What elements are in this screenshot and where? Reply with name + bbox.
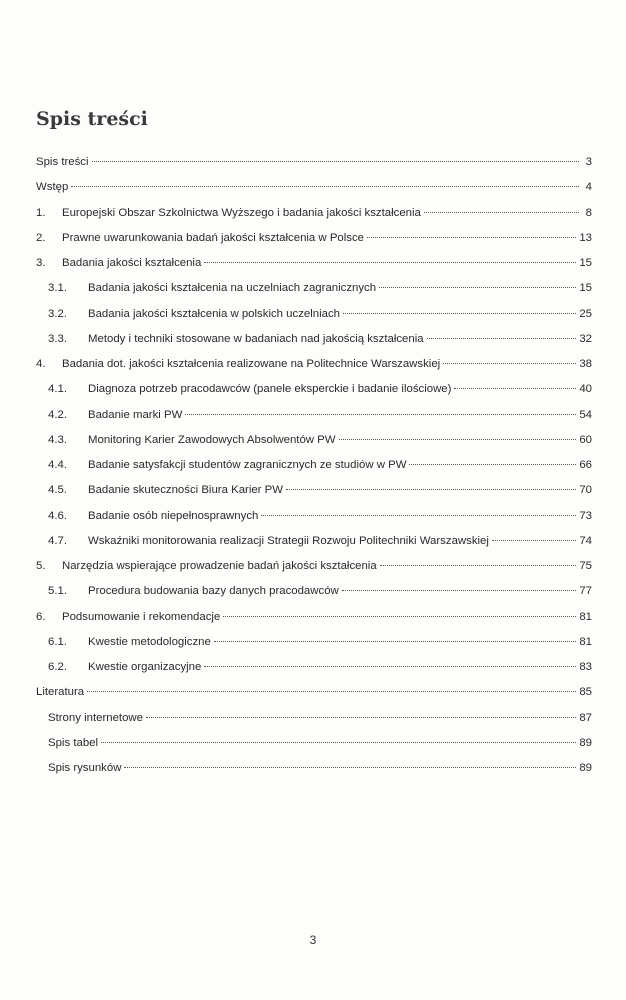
dot-leader (261, 515, 576, 516)
toc-entry-page: 89 (579, 762, 592, 774)
toc-entry-page: 4 (585, 181, 592, 194)
toc-entry-number: 4.7. (48, 534, 67, 547)
toc-entry-title: Metody i techniki stosowane w badaniach nad jakością kształcenia (88, 332, 424, 345)
dot-leader (380, 565, 577, 566)
dot-leader (101, 742, 576, 743)
toc-entry[interactable] (36, 383, 592, 408)
toc-entry-title: Kwestie organizacyjne (88, 661, 202, 673)
toc-entry-title: Podsumowanie i rekomendacje (62, 610, 221, 623)
toc-entry-page: 83 (579, 661, 592, 673)
toc-entry-title: Narzędzia wspierające prowadzenie badań jakości kształcenia (62, 560, 377, 572)
dot-leader (367, 237, 576, 238)
toc-entry-title: Spis treści (36, 156, 89, 168)
toc-entry-number: 3.2. (48, 307, 67, 320)
toc-entry[interactable] (36, 181, 592, 206)
toc-entry-page: 66 (579, 459, 592, 471)
toc-entry-number: 3. (36, 257, 46, 269)
toc-entry-number: 5. (36, 560, 46, 572)
toc-entry-number: 5.1. (48, 585, 67, 598)
toc-entry-title: Badania jakości kształcenia na uczelniach zagranicznych (88, 282, 377, 295)
dot-leader (343, 313, 576, 314)
toc-entry-page: 15 (579, 282, 592, 295)
toc-entry[interactable] (36, 611, 592, 636)
toc-entry[interactable] (36, 484, 592, 509)
dot-leader (124, 767, 576, 768)
toc-entry[interactable] (36, 686, 592, 711)
toc-entry-page: 13 (579, 231, 592, 244)
toc-entry-title: Spis tabel (48, 736, 99, 749)
toc-entry-title: Badania jakości kształcenia (62, 257, 202, 269)
toc-entry-number: 4. (36, 358, 46, 370)
toc-entry-page: 3 (585, 156, 592, 168)
toc-entry[interactable] (36, 459, 592, 484)
toc-entry-number: 4.2. (48, 408, 67, 421)
toc-entry[interactable] (36, 510, 592, 535)
toc-entry-page: 32 (579, 332, 592, 345)
toc-entry-title: Kwestie metodologiczne (88, 635, 211, 648)
toc-entry-number: 2. (36, 231, 46, 244)
toc-entry-number: 4.6. (48, 509, 67, 522)
toc-entry[interactable] (36, 535, 592, 560)
toc-entry-number: 6. (36, 610, 46, 623)
toc-entry-title: Badanie satysfakcji studentów zagranicznych ze studiów w PW (88, 459, 407, 471)
toc-entry[interactable] (36, 762, 592, 787)
dot-leader (379, 287, 576, 288)
toc-entry-page: 25 (579, 307, 592, 320)
toc-entry-page: 73 (579, 509, 592, 522)
dot-leader (71, 186, 579, 187)
toc-entry-title: Diagnoza potrzeb pracodawców (panele eksperckie i badanie ilościowe) (88, 383, 452, 396)
toc-entry-page: 40 (579, 383, 592, 396)
toc-entry-page: 15 (579, 257, 592, 269)
dot-leader (204, 666, 576, 667)
toc-entry[interactable] (36, 308, 592, 333)
toc-entry-title: Procedura budowania bazy danych pracodawców (88, 585, 339, 598)
toc-entry-page: 75 (579, 560, 592, 572)
toc-entry-title: Europejski Obszar Szkolnictwa Wyższego i badania jakości kształcenia (62, 206, 421, 219)
dot-leader (342, 590, 577, 591)
toc-entry-title: Literatura (36, 686, 85, 699)
toc-entry-page: 8 (585, 206, 592, 219)
toc-entry-number: 3.3. (48, 332, 67, 345)
toc-entry-title: Badania dot. jakości kształcenia realizowane na Politechnice Warszawskiej (62, 358, 441, 370)
toc-entry[interactable] (36, 712, 592, 737)
toc-entry-number: 4.5. (48, 484, 67, 497)
toc-entry[interactable] (36, 409, 592, 434)
toc-entry-page: 85 (579, 686, 592, 699)
toc-entry-title: Prawne uwarunkowania badań jakości kształcenia w Polsce (62, 231, 365, 244)
dot-leader (409, 464, 576, 465)
toc-entry[interactable] (36, 232, 592, 257)
table-of-contents (36, 156, 592, 787)
toc-entry-page: 38 (579, 358, 592, 370)
toc-entry[interactable] (36, 636, 592, 661)
dot-leader (92, 161, 579, 162)
toc-entry[interactable] (36, 560, 592, 585)
toc-entry-title: Spis rysunków (48, 762, 122, 774)
dot-leader (427, 338, 577, 339)
toc-entry-page: 70 (579, 484, 592, 497)
dot-leader (87, 691, 576, 692)
page-number: 3 (309, 933, 317, 947)
toc-entry-title: Badania jakości kształcenia w polskich uczelniach (88, 307, 340, 320)
toc-entry-number: 4.3. (48, 433, 67, 446)
toc-entry-page: 87 (579, 711, 592, 724)
dot-leader (492, 540, 576, 541)
toc-entry-title: Badanie osób niepełnosprawnych (88, 509, 259, 522)
toc-entry-page: 81 (579, 635, 592, 648)
dot-leader (214, 641, 576, 642)
toc-entry[interactable] (36, 257, 592, 282)
toc-entry-page: 77 (579, 585, 592, 598)
dot-leader (339, 439, 577, 440)
dot-leader (204, 262, 576, 263)
page-title: Spis treści (36, 108, 148, 130)
toc-entry-title: Wstęp (36, 181, 69, 194)
toc-entry-number: 6.1. (48, 635, 67, 648)
dot-leader (223, 616, 576, 617)
toc-entry-title: Wskaźniki monitorowania realizacji Strategii Rozwoju Politechniki Warszawskiej (88, 534, 489, 547)
toc-entry-number: 6.2. (48, 661, 67, 673)
toc-entry-page: 89 (579, 736, 592, 749)
toc-entry[interactable] (36, 282, 592, 307)
dot-leader (286, 489, 576, 490)
toc-entry-page: 54 (579, 408, 592, 421)
toc-entry[interactable] (36, 207, 592, 232)
toc-entry[interactable] (36, 333, 592, 358)
toc-entry[interactable] (36, 156, 592, 181)
toc-entry[interactable] (36, 434, 592, 459)
toc-entry-number: 4.4. (48, 459, 67, 471)
toc-entry-title: Badanie skuteczności Biura Karier PW (88, 484, 283, 497)
toc-entry[interactable] (36, 661, 592, 686)
toc-entry[interactable] (36, 358, 592, 383)
toc-entry[interactable] (36, 737, 592, 762)
toc-entry-page: 74 (579, 534, 592, 547)
toc-entry-number: 4.1. (48, 383, 67, 396)
dot-leader (146, 717, 576, 718)
toc-entry-title: Monitoring Karier Zawodowych Absolwentów PW (88, 433, 336, 446)
toc-entry-number: 3.1. (48, 282, 67, 295)
toc-entry-page: 60 (579, 433, 592, 446)
dot-leader (185, 414, 576, 415)
toc-entry-page: 81 (579, 610, 592, 623)
dot-leader (443, 363, 576, 364)
toc-entry[interactable] (36, 585, 592, 610)
toc-entry-number: 1. (36, 206, 46, 219)
toc-entry-title: Badanie marki PW (88, 408, 183, 421)
dot-leader (454, 388, 576, 389)
toc-entry-title: Strony internetowe (48, 711, 143, 724)
dot-leader (424, 212, 579, 213)
